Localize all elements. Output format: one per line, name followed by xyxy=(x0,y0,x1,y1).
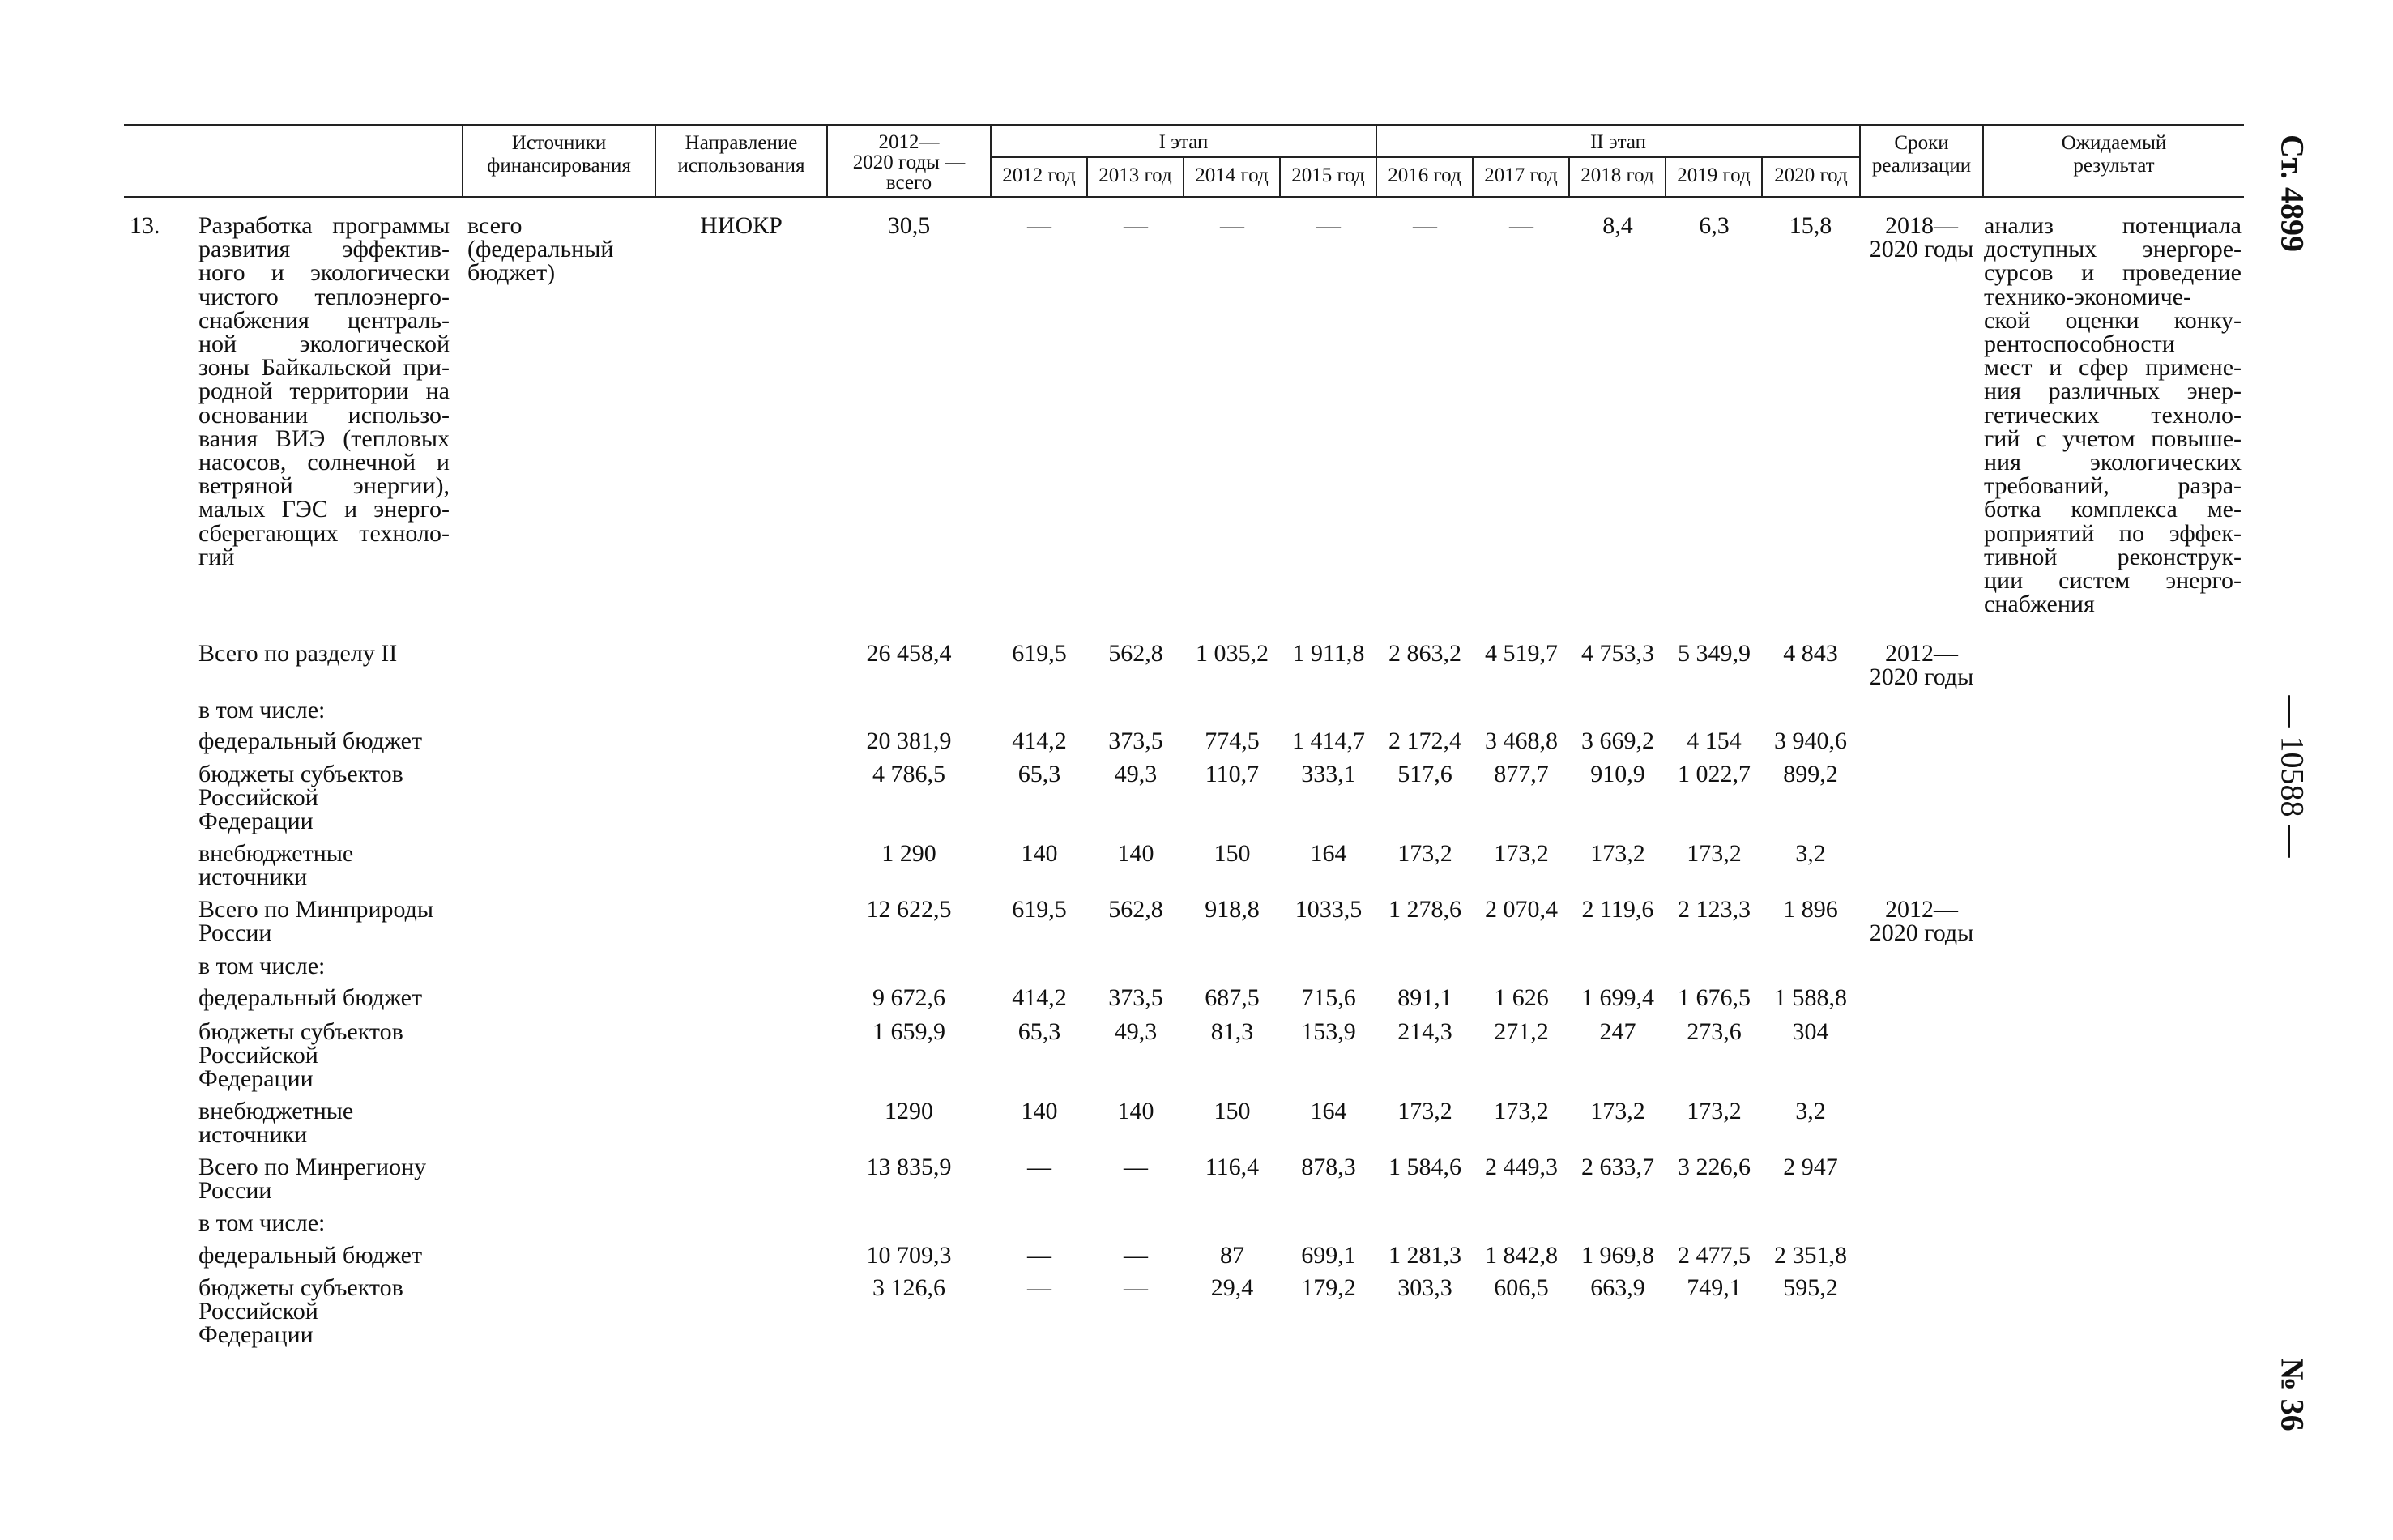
row-value: 414,2 xyxy=(1012,984,1067,1011)
row-value: 49,3 xyxy=(1114,1018,1158,1045)
row-value: 2 123,3 xyxy=(1678,896,1751,923)
row-value: 140 xyxy=(1021,1098,1058,1124)
header-direction: Направление использования xyxy=(677,132,805,177)
row-value: 910,9 xyxy=(1590,761,1645,787)
header-year: 2016 год xyxy=(1388,164,1461,186)
row-value: 140 xyxy=(1117,840,1154,867)
row-value: 173,2 xyxy=(1590,840,1645,867)
row-total: 13 835,9 xyxy=(866,1154,952,1180)
row-value: 87 xyxy=(1220,1242,1244,1269)
row-value: 1 699,4 xyxy=(1581,984,1654,1011)
row-label: внебюджетные источники xyxy=(198,840,354,890)
item-direction: НИОКР xyxy=(700,212,783,239)
item-total: 30,5 xyxy=(887,212,931,239)
row-value: 2 633,7 xyxy=(1581,1154,1654,1180)
row-value: 774,5 xyxy=(1205,727,1260,754)
row-value: 2 947 xyxy=(1783,1154,1838,1180)
row-value: 153,9 xyxy=(1301,1018,1356,1045)
row-value: 271,2 xyxy=(1494,1018,1549,1045)
header-year: 2019 год xyxy=(1677,164,1751,186)
row-value: 3 940,6 xyxy=(1774,727,1847,754)
row-value: 1 588,8 xyxy=(1774,984,1847,1011)
row-value: 304 xyxy=(1792,1018,1829,1045)
header-year: 2017 год xyxy=(1484,164,1558,186)
row-value: 3 226,6 xyxy=(1678,1154,1751,1180)
row-value: 877,7 xyxy=(1494,761,1549,787)
item-value: 8,4 xyxy=(1602,212,1633,239)
row-label: Всего по Минрегиону России xyxy=(198,1154,427,1204)
row-value: 110,7 xyxy=(1205,761,1260,787)
row-value: — xyxy=(1027,1242,1051,1269)
row-value: 2 070,4 xyxy=(1485,896,1558,923)
row-value: 373,5 xyxy=(1108,727,1163,754)
row-value: 2 172,4 xyxy=(1388,727,1461,754)
row-value: 164 xyxy=(1310,840,1347,867)
row-value: 214,3 xyxy=(1397,1018,1452,1045)
row-value: 2 863,2 xyxy=(1388,640,1461,667)
row-value: 687,5 xyxy=(1205,984,1260,1011)
row-value: 373,5 xyxy=(1108,984,1163,1011)
row-value: 3,2 xyxy=(1795,840,1826,867)
item-value: — xyxy=(1413,212,1437,239)
row-value: 140 xyxy=(1021,840,1058,867)
row-value: 1 035,2 xyxy=(1196,640,1269,667)
header-top-rule xyxy=(124,124,2244,126)
row-value: 303,3 xyxy=(1397,1274,1452,1301)
row-total: 4 786,5 xyxy=(872,761,945,787)
row-label: федеральный бюджет xyxy=(198,727,423,754)
row-value: 173,2 xyxy=(1494,840,1549,867)
row-value: 247 xyxy=(1599,1018,1636,1045)
row-value: 619,5 xyxy=(1012,896,1067,923)
row-total: 1 290 xyxy=(881,840,936,867)
header-year: 2020 год xyxy=(1774,164,1848,186)
row-value: 116,4 xyxy=(1205,1154,1260,1180)
item-value: — xyxy=(1509,212,1533,239)
row-value: 273,6 xyxy=(1687,1018,1742,1045)
row-total: 1290 xyxy=(885,1098,933,1124)
row-label: Всего по разделу II xyxy=(198,640,398,667)
row-value: 4 154 xyxy=(1687,727,1742,754)
row-value: 4 519,7 xyxy=(1485,640,1558,667)
row-total: 12 622,5 xyxy=(866,896,952,923)
row-label: бюджеты субъектов Российской Федерации xyxy=(198,1018,403,1092)
header-year: 2015 год xyxy=(1291,164,1365,186)
row-value: 1 584,6 xyxy=(1388,1154,1461,1180)
item-source: всего (федеральный бюджет) xyxy=(467,212,614,287)
row-value: 1 842,8 xyxy=(1485,1242,1558,1269)
header-year: 2012 год xyxy=(1002,164,1076,186)
row-total: 1 659,9 xyxy=(872,1018,945,1045)
row-total: 9 672,6 xyxy=(872,984,945,1011)
page-number: — 10588 — xyxy=(2274,695,2311,858)
row-value: 1 896 xyxy=(1783,896,1838,923)
item-value: 6,3 xyxy=(1699,212,1730,239)
row-value: 699,1 xyxy=(1301,1242,1356,1269)
row-total: 3 126,6 xyxy=(872,1274,945,1301)
row-value: 1 022,7 xyxy=(1678,761,1751,787)
header-total: 2012— 2020 годы — всего xyxy=(852,131,966,194)
stage-subheader-rule xyxy=(990,156,1859,158)
item-value: — xyxy=(1220,212,1244,239)
row-value: 1 969,8 xyxy=(1581,1242,1654,1269)
header-bottom-rule xyxy=(124,196,2244,198)
row-value: 2 351,8 xyxy=(1774,1242,1847,1269)
row-label: бюджеты субъектов Российской Федерации xyxy=(198,1274,403,1348)
row-value: 3 669,2 xyxy=(1581,727,1654,754)
row-value: 2 477,5 xyxy=(1678,1242,1751,1269)
row-value: — xyxy=(1027,1274,1051,1301)
row-value: — xyxy=(1124,1274,1148,1301)
row-value: 150 xyxy=(1214,840,1251,867)
row-value: 2 119,6 xyxy=(1581,896,1654,923)
row-value: — xyxy=(1124,1242,1148,1269)
row-value: — xyxy=(1124,1154,1148,1180)
issue-number: № 36 xyxy=(2274,1358,2311,1431)
row-label: внебюджетные источники xyxy=(198,1098,354,1148)
row-value: 749,1 xyxy=(1687,1274,1742,1301)
item-value: 15,8 xyxy=(1789,212,1832,239)
row-value: 562,8 xyxy=(1108,640,1163,667)
row-value: 715,6 xyxy=(1301,984,1356,1011)
row-value: 4 843 xyxy=(1783,640,1838,667)
header-year: 2018 год xyxy=(1580,164,1654,186)
row-value: 150 xyxy=(1214,1098,1251,1124)
row-value: 1 414,7 xyxy=(1292,727,1365,754)
row-value: 878,3 xyxy=(1301,1154,1356,1180)
row-value: 517,6 xyxy=(1397,761,1452,787)
row-value: 29,4 xyxy=(1210,1274,1254,1301)
row-value: 595,2 xyxy=(1783,1274,1838,1301)
item-value: — xyxy=(1316,212,1341,239)
row-value: 2 449,3 xyxy=(1485,1154,1558,1180)
item-value: — xyxy=(1027,212,1051,239)
row-value: 4 753,3 xyxy=(1581,640,1654,667)
article-number: Ст. 4899 xyxy=(2274,134,2311,252)
row-value: 562,8 xyxy=(1108,896,1163,923)
header-terms: Сроки реализации xyxy=(1871,132,1972,177)
row-value: 179,2 xyxy=(1301,1274,1356,1301)
row-value: 891,1 xyxy=(1397,984,1452,1011)
row-label: в том числе: xyxy=(198,1209,326,1236)
row-value: 164 xyxy=(1310,1098,1347,1124)
row-value: 173,2 xyxy=(1397,840,1452,867)
row-value: 173,2 xyxy=(1397,1098,1452,1124)
row-value: — xyxy=(1027,1154,1051,1180)
row-total: 20 381,9 xyxy=(866,727,952,754)
row-value: 663,9 xyxy=(1590,1274,1645,1301)
item-number: 13. xyxy=(130,212,160,239)
row-label: федеральный бюджет xyxy=(198,1242,423,1269)
item-terms: 2018— 2020 годы xyxy=(1869,212,1974,263)
row-label: федеральный бюджет xyxy=(198,984,423,1011)
row-value: 899,2 xyxy=(1783,761,1838,787)
row-value: 65,3 xyxy=(1017,1018,1061,1045)
row-label: бюджеты субъектов Российской Федерации xyxy=(198,761,403,834)
row-value: 414,2 xyxy=(1012,727,1067,754)
row-value: 333,1 xyxy=(1301,761,1356,787)
row-value: 81,3 xyxy=(1210,1018,1254,1045)
row-total: 26 458,4 xyxy=(866,640,952,667)
row-terms: 2012— 2020 годы xyxy=(1869,896,1974,947)
row-label: в том числе: xyxy=(198,953,326,979)
row-value: 619,5 xyxy=(1012,640,1067,667)
row-value: 65,3 xyxy=(1017,761,1061,787)
row-label: в том числе: xyxy=(198,697,326,723)
header-year: 2014 год xyxy=(1195,164,1269,186)
row-value: 1 281,3 xyxy=(1388,1242,1461,1269)
row-value: 1 626 xyxy=(1494,984,1549,1011)
row-value: 3,2 xyxy=(1795,1098,1826,1124)
row-value: 1033,5 xyxy=(1295,896,1363,923)
header-result: Ожидаемый результат xyxy=(2061,132,2167,177)
row-total: 10 709,3 xyxy=(866,1242,952,1269)
header-year: 2013 год xyxy=(1098,164,1172,186)
row-terms: 2012— 2020 годы xyxy=(1869,640,1974,691)
row-value: 49,3 xyxy=(1114,761,1158,787)
row-label: Всего по Минприроды России xyxy=(198,896,434,946)
header-sources: Источники финансирования xyxy=(487,132,631,177)
row-value: 140 xyxy=(1117,1098,1154,1124)
row-value: 606,5 xyxy=(1494,1274,1549,1301)
row-value: 173,2 xyxy=(1590,1098,1645,1124)
row-value: 3 468,8 xyxy=(1485,727,1558,754)
row-value: 1 676,5 xyxy=(1678,984,1751,1011)
header-stage-1: I этап xyxy=(1158,131,1209,153)
row-value: 173,2 xyxy=(1687,840,1742,867)
row-value: 173,2 xyxy=(1687,1098,1742,1124)
row-value: 173,2 xyxy=(1494,1098,1549,1124)
row-value: 1 278,6 xyxy=(1388,896,1461,923)
item-name: Разработка программы развития эффектив- ного и экологически чистого теплоэнерго- снабжения централь- ной экологической зоны Байкальской при- родной территории на основании использо- вания ВИЭ (тепловых насосов, солнечной и ветряной энергии), малых ГЭС и энерго- сберегающих техноло- гий xyxy=(198,212,450,570)
row-value: 1 911,8 xyxy=(1292,640,1365,667)
row-value: 5 349,9 xyxy=(1678,640,1751,667)
item-result: анализ потенциала доступных энергоре- сурсов и проведение технико-экономиче- ской оценки конку- рентоспособности мест и сфер примене- ния различных энер- гетических техноло- гий с учетом повыше- ния экологических требований, разра- ботка комплекса ме- роприятий по эффек- тивной реконструк- ции систем энерго- снабжения xyxy=(1984,212,2242,618)
header-stage-2: II этап xyxy=(1589,131,1646,153)
row-value: 918,8 xyxy=(1205,896,1260,923)
item-value: — xyxy=(1124,212,1148,239)
